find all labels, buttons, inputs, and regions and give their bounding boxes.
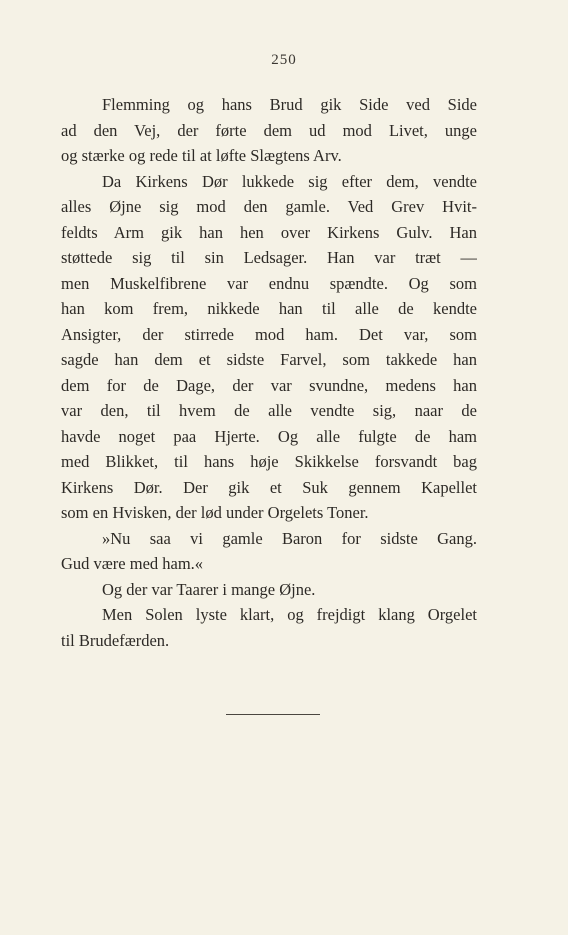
text-line: Og der var Taarer i mange Øjne. (102, 579, 316, 599)
body-text (61, 92, 477, 653)
text-line: Da Kirkens Dør lukkede sig efter dem, vendte (102, 171, 477, 191)
text-line: Kirkens Dør. Der gik et Suk gennem Kapellet (61, 477, 477, 497)
text-line: ad den Vej, der førte dem ud mod Livet, unge (61, 120, 477, 140)
page-number: 250 (271, 52, 297, 68)
text-line: sagde han dem et sidste Farvel, som takkede han (61, 350, 477, 369)
text-line: Ansigter, der stirrede mod ham. Det var, som (61, 324, 477, 344)
text-line: dem for de Dage, der var svundne, medens han (61, 375, 477, 395)
text-line: med Blikket, til hans høje Skikkelse forsvandt bag (61, 452, 477, 471)
text-line: han kom frem, nikkede han til alle de kendte (61, 299, 477, 318)
text-line: var den, til hvem de alle vendte sig, naar de (61, 401, 477, 420)
text-line: og stærke og rede til at løfte Slægtens Arv. (61, 146, 342, 165)
text-line: Flemming og hans Brud gik Side ved Side (102, 95, 477, 114)
text-line: feldts Arm gik han hen over Kirkens Gulv. Han (61, 222, 477, 242)
text-line: Gud være med ham.« (61, 554, 204, 573)
text-line: som en Hvisken, der lød under Orgelets Toner. (61, 503, 369, 522)
text-line: Men Solen lyste klart, og frejdigt klang Orgelet (102, 605, 477, 624)
section-end-rule (226, 714, 320, 715)
text-line: alles Øjne sig mod den gamle. Ved Grev Hvit- (61, 197, 477, 216)
text-line: »Nu saa vi gamle Baron for sidste Gang. (102, 528, 477, 548)
text-line: til Brudefærden. (61, 630, 170, 650)
text-line: men Muskelfibrene var endnu spændte. Og som (61, 273, 477, 293)
text-line: havde noget paa Hjerte. Og alle fulgte de ham (61, 426, 477, 446)
text-line: støttede sig til sin Ledsager. Han var træt — (61, 248, 477, 267)
